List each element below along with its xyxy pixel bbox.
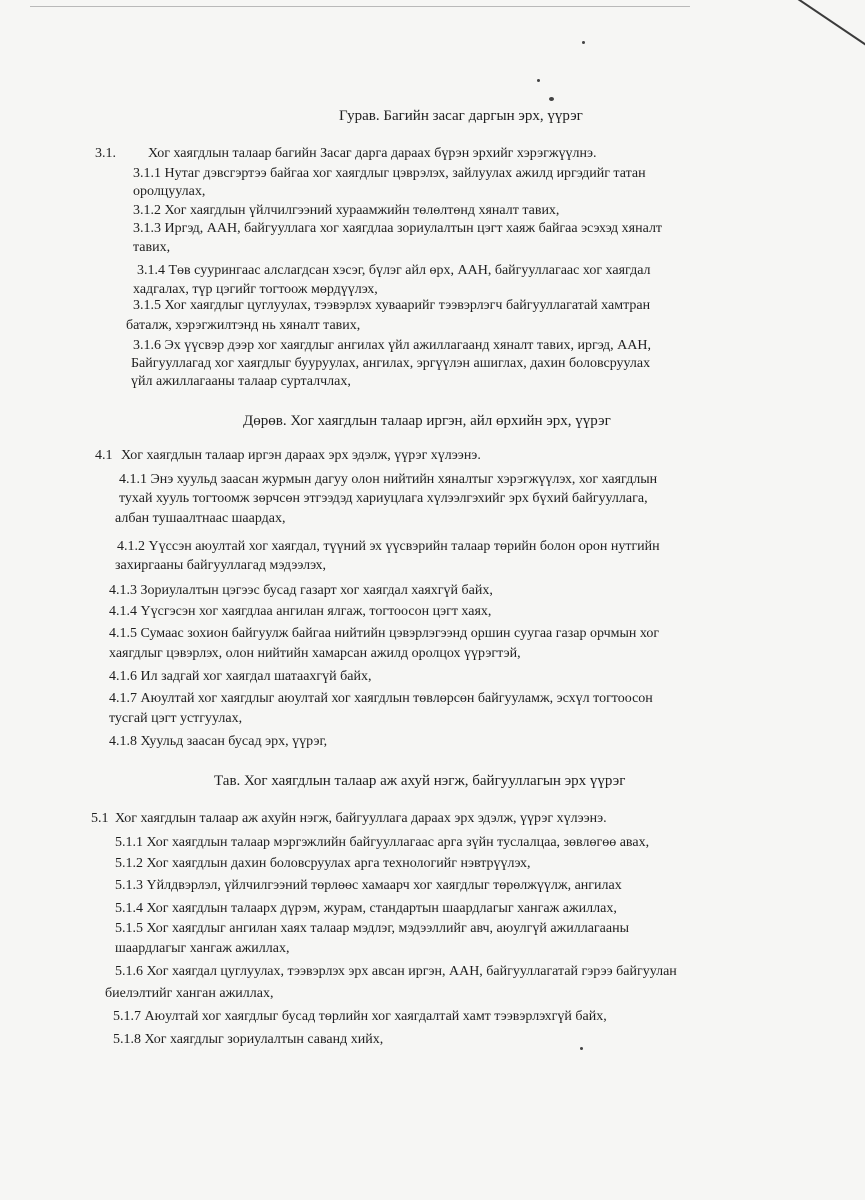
item-3-1-6-line-3: үйл ажиллагааны талаар сурталчлах, [131, 374, 351, 389]
item-3-1-5-line-2: баталж, хэрэгжилтэнд нь хяналт тавих, [126, 318, 361, 333]
item-4-1-1-line-2: тухай хууль тогтоомж зөрчсөн этгээдэд хариуцлага хүлээлгэхийг эрх бүхий байгууллага, [119, 491, 648, 506]
scan-speck [549, 97, 554, 101]
item-4-1-5-line-1: 4.1.5 Сумаас зохион байгуулж байгаа нийтийн цэвэрлэгээнд оршин суугаа газар орчмын хог [109, 626, 660, 641]
item-5-1-2: 5.1.2 Хог хаягдлын дахин боловсруулах арга технологийг нэвтрүүлэх, [115, 856, 531, 871]
item-3-1-4-line-2: хадгалах, түр цэгийг тогтоож мөрдүүлэх, [133, 282, 378, 297]
item-5-1-6-line-1: 5.1.6 Хог хаягдал цуглуулах, тээвэрлэх эрх авсан иргэн, ААН, байгууллагатай гэрээ байгуулан [115, 964, 677, 979]
item-4-1-1-line-3: албан тушаалтнаас шаардах, [115, 511, 286, 526]
scan-edge-line [30, 6, 690, 7]
section-5-intro: Хог хаягдлын талаар аж ахуйн нэгж, байгууллага дараах эрх эдэлж, үүрэг хүлээнэ. [115, 811, 607, 826]
scan-speck [537, 79, 540, 82]
section-4-intro: Хог хаягдлын талаар иргэн дараах эрх эдэлж, үүрэг хүлээнэ. [121, 448, 481, 463]
item-4-1-8: 4.1.8 Хуульд заасан бусад эрх, үүрэг, [109, 734, 328, 749]
item-3-1-6-line-1: 3.1.6 Эх үүсвэр дээр хог хаягдлыг ангилах үйл ажиллагаанд хяналт тавих, иргэд, ААН, [133, 338, 651, 353]
item-4-1-7-line-1: 4.1.7 Аюултай хог хаягдлыг аюултай хог хаягдлын төвлөрсөн байгууламж, эсхүл тогтоосон [109, 691, 653, 706]
item-4-1-2-line-2: захиргааны байгууллагад мэдээлэх, [115, 558, 327, 573]
scan-speck [582, 41, 585, 44]
item-3-1-1-line-2: оролцуулах, [133, 184, 206, 199]
item-3-1-2: 3.1.2 Хог хаягдлын үйлчилгээний хураамжийн төлөлтөнд хяналт тавих, [133, 203, 560, 218]
item-4-1-3: 4.1.3 Зориулалтын цэгээс бусад газарт хог хаягдал хаяхгүй байх, [109, 583, 493, 598]
item-3-1-3-line-2: тавих, [133, 240, 171, 255]
item-3-1-1-line-1: 3.1.1 Нутаг дэвсгэртээ байгаа хог хаягдлыг цэврэлэх, зайлуулах ажилд иргэдийг татан [133, 166, 646, 181]
section-5-intro-number: 5.1 [91, 811, 109, 826]
section-3-intro: Хог хаягдлын талаар багийн Засаг дарга дараах бүрэн эрхийг хэрэгжүүлнэ. [148, 146, 597, 161]
section-4-heading: Дөрөв. Хог хаягдлын талаар иргэн, айл өрхийн эрх, үүрэг [243, 413, 611, 429]
scan-speck [580, 1047, 583, 1050]
item-5-1-6-line-2: биелэлтийг ханган ажиллах, [105, 986, 274, 1001]
item-5-1-3: 5.1.3 Үйлдвэрлэл, үйлчилгээний төрлөөс хамаарч хог хаягдлыг төрөлжүүлж, ангилах [115, 878, 622, 893]
item-4-1-6: 4.1.6 Ил задгай хог хаягдал шатаахгүй байх, [109, 669, 372, 684]
scan-fold-mark [794, 0, 865, 59]
section-3-intro-number: 3.1. [95, 146, 116, 161]
item-5-1-5-line-2: шаардлагыг хангаж ажиллах, [115, 941, 290, 956]
item-4-1-7-line-2: тусгай цэгт устгуулах, [109, 711, 243, 726]
item-3-1-5-line-1: 3.1.5 Хог хаягдлыг цуглуулах, тээвэрлэх хуваарийг тээвэрлэгч байгууллагатай хамтран [133, 298, 651, 313]
section-4-intro-number: 4.1 [95, 448, 113, 463]
item-3-1-4-line-1: 3.1.4 Төв суурингаас алслагдсан хэсэг, бүлэг айл өрх, ААН, байгууллагаас хог хаягдал [137, 263, 651, 278]
section-5-heading: Тав. Хог хаягдлын талаар аж ахуй нэгж, байгууллагын эрх үүрэг [214, 773, 626, 789]
item-3-1-6-line-2: Байгууллагад хог хаягдлыг бууруулах, ангилах, эргүүлэн ашиглах, дахин боловсруулах [131, 356, 651, 371]
item-3-1-3-line-1: 3.1.3 Иргэд, ААН, байгууллага хог хаягдлаа зориулалтын цэгт хаяж байгаа эсэхэд хяналт [133, 221, 663, 236]
item-5-1-4: 5.1.4 Хог хаягдлын талаарх дүрэм, журам, стандартын шаардлагыг хангаж ажиллах, [115, 901, 617, 916]
item-4-1-4: 4.1.4 Үүсгэсэн хог хаягдлаа ангилан ялгаж, тогтоосон цэгт хаях, [109, 604, 492, 619]
item-4-1-5-line-2: хаягдлыг цэвэрлэх, олон нийтийн хамарсан ажилд оролцох үүрэгтэй, [109, 646, 521, 661]
item-5-1-1: 5.1.1 Хог хаягдлын талаар мэргэжлийн байгууллагаас арга зүйн туслалцаа, зөвлөгөө авах, [115, 835, 650, 850]
item-5-1-8: 5.1.8 Хог хаягдлыг зориулалтын саванд хийх, [113, 1032, 384, 1047]
item-4-1-1-line-1: 4.1.1 Энэ хуульд заасан журмын дагуу олон нийтийн хяналтыг хэрэгжүүлэх, хог хаягдлын [119, 472, 658, 487]
item-5-1-7: 5.1.7 Аюултай хог хаягдлыг бусад төрлийн хог хаягдалтай хамт тээвэрлэхгүй байх, [113, 1009, 607, 1024]
section-3-heading: Гурав. Багийн засаг даргын эрх, үүрэг [339, 108, 583, 124]
item-5-1-5-line-1: 5.1.5 Хог хаягдлыг ангилан хаях талаар мэдлэг, мэдээллийг авч, аюулгүй ажиллагааны [115, 921, 629, 936]
item-4-1-2-line-1: 4.1.2 Үүссэн аюултай хог хаягдал, түүний эх үүсвэрийн талаар төрийн болон орон нутгийн [117, 539, 660, 554]
